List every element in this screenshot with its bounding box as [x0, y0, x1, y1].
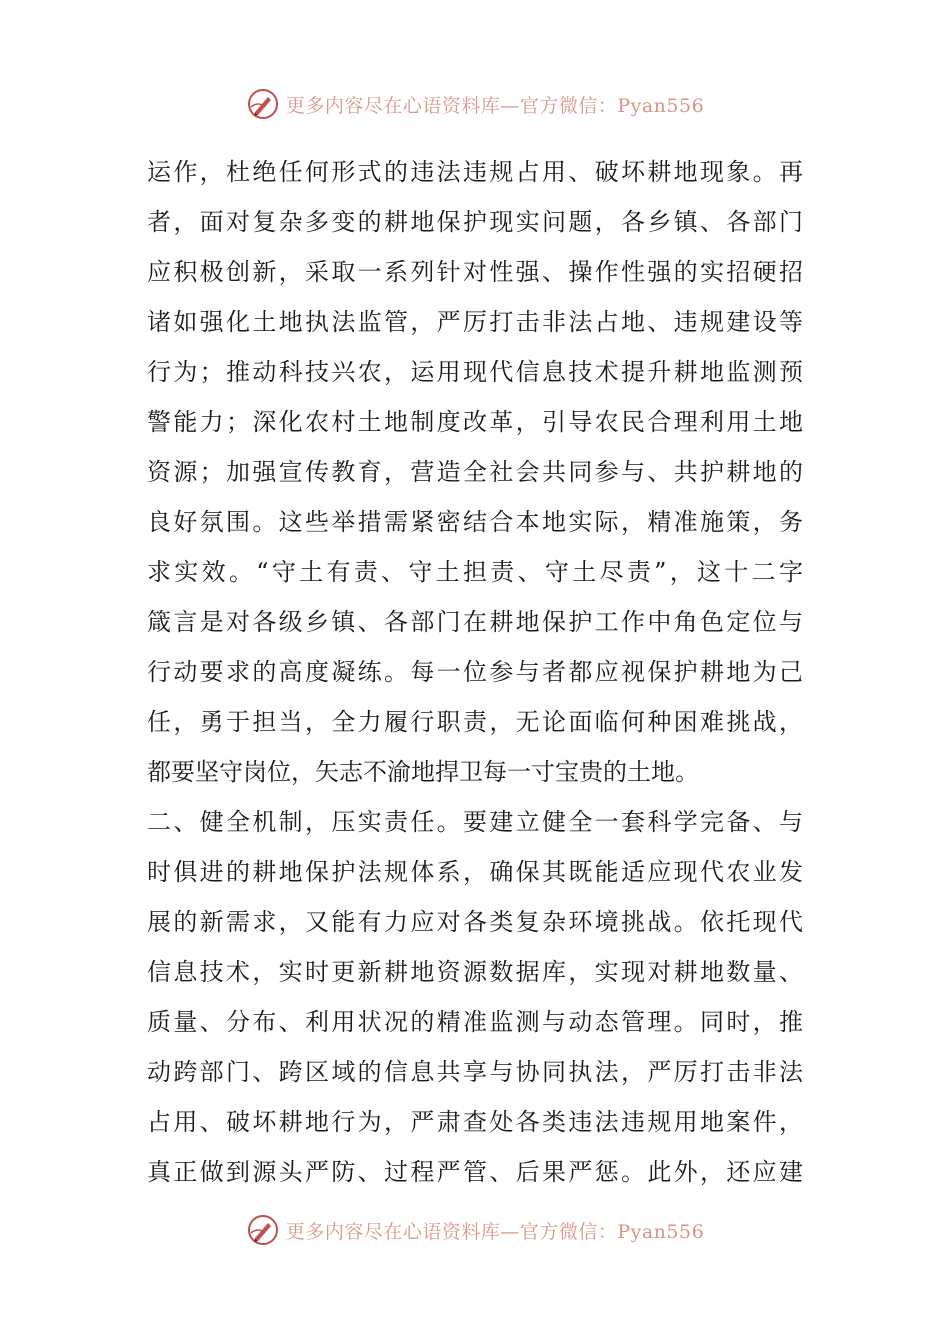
text-line: 信息技术，实时更新耕地资源数据库，实现对耕地数量、 [147, 958, 803, 986]
text-line: 质量、分布、利用状况的精准监测与动态管理。同时，推 [147, 1008, 803, 1036]
text-line: 箴言是对各级乡镇、各部门在耕地保护工作中角色定位与 [147, 608, 803, 636]
text-line: 求实效。“守土有责、守土担责、守土尽责”，这十二字 [147, 558, 803, 586]
text-line: 良好氛围。这些举措需紧密结合本地实际，精准施策，务 [147, 508, 803, 536]
text-line: 资源；加强宣传教育，营造全社会共同参与、共护耕地的 [147, 458, 803, 486]
header-banner [0, 84, 950, 124]
document-body [147, 147, 803, 1197]
text-line: 真正做到源头严防、过程严管、后果严惩。此外，还应建 [147, 1158, 803, 1186]
footer-banner-text: 更多内容尽在心语资料库—官方微信：Pyan556 [285, 1220, 705, 1243]
text-line: 动跨部门、跨区域的信息共享与协同执法，严厉打击非法 [147, 1058, 803, 1086]
footer-banner [0, 1210, 950, 1250]
pen-logo-icon [246, 87, 280, 121]
text-line: 时俱进的耕地保护法规体系，确保其既能适应现代农业发 [147, 858, 803, 886]
text-line: 警能力；深化农村土地制度改革，引导农民合理利用土地 [147, 408, 803, 436]
text-line: 者，面对复杂多变的耕地保护现实问题，各乡镇、各部门 [147, 208, 803, 236]
text-line: 诸如强化土地执法监管，严厉打击非法占地、违规建设等 [147, 308, 803, 336]
text-line: 二、健全机制，压实责任。要建立健全一套科学完备、与 [147, 808, 803, 836]
text-line: 展的新需求，又能有力应对各类复杂环境挑战。依托现代 [147, 908, 803, 936]
text-line: 行为；推动科技兴农，运用现代信息技术提升耕地监测预 [147, 358, 803, 386]
text-line: 任，勇于担当，全力履行职责，无论面临何种困难挑战， [147, 708, 803, 736]
header-banner-text: 更多内容尽在心语资料库—官方微信：Pyan556 [285, 94, 705, 117]
text-line: 占用、破坏耕地行为，严肃查处各类违法违规用地案件， [147, 1108, 803, 1136]
text-line: 行动要求的高度凝练。每一位参与者都应视保护耕地为己 [147, 658, 803, 686]
pen-logo-icon [246, 1213, 280, 1247]
text-line: 都要坚守岗位，矢志不渝地捍卫每一寸宝贵的土地。 [147, 758, 699, 786]
text-line: 应积极创新，采取一系列针对性强、操作性强的实招硬招 [147, 258, 803, 286]
text-line: 运作，杜绝任何形式的违法违规占用、破坏耕地现象。再 [147, 158, 803, 186]
